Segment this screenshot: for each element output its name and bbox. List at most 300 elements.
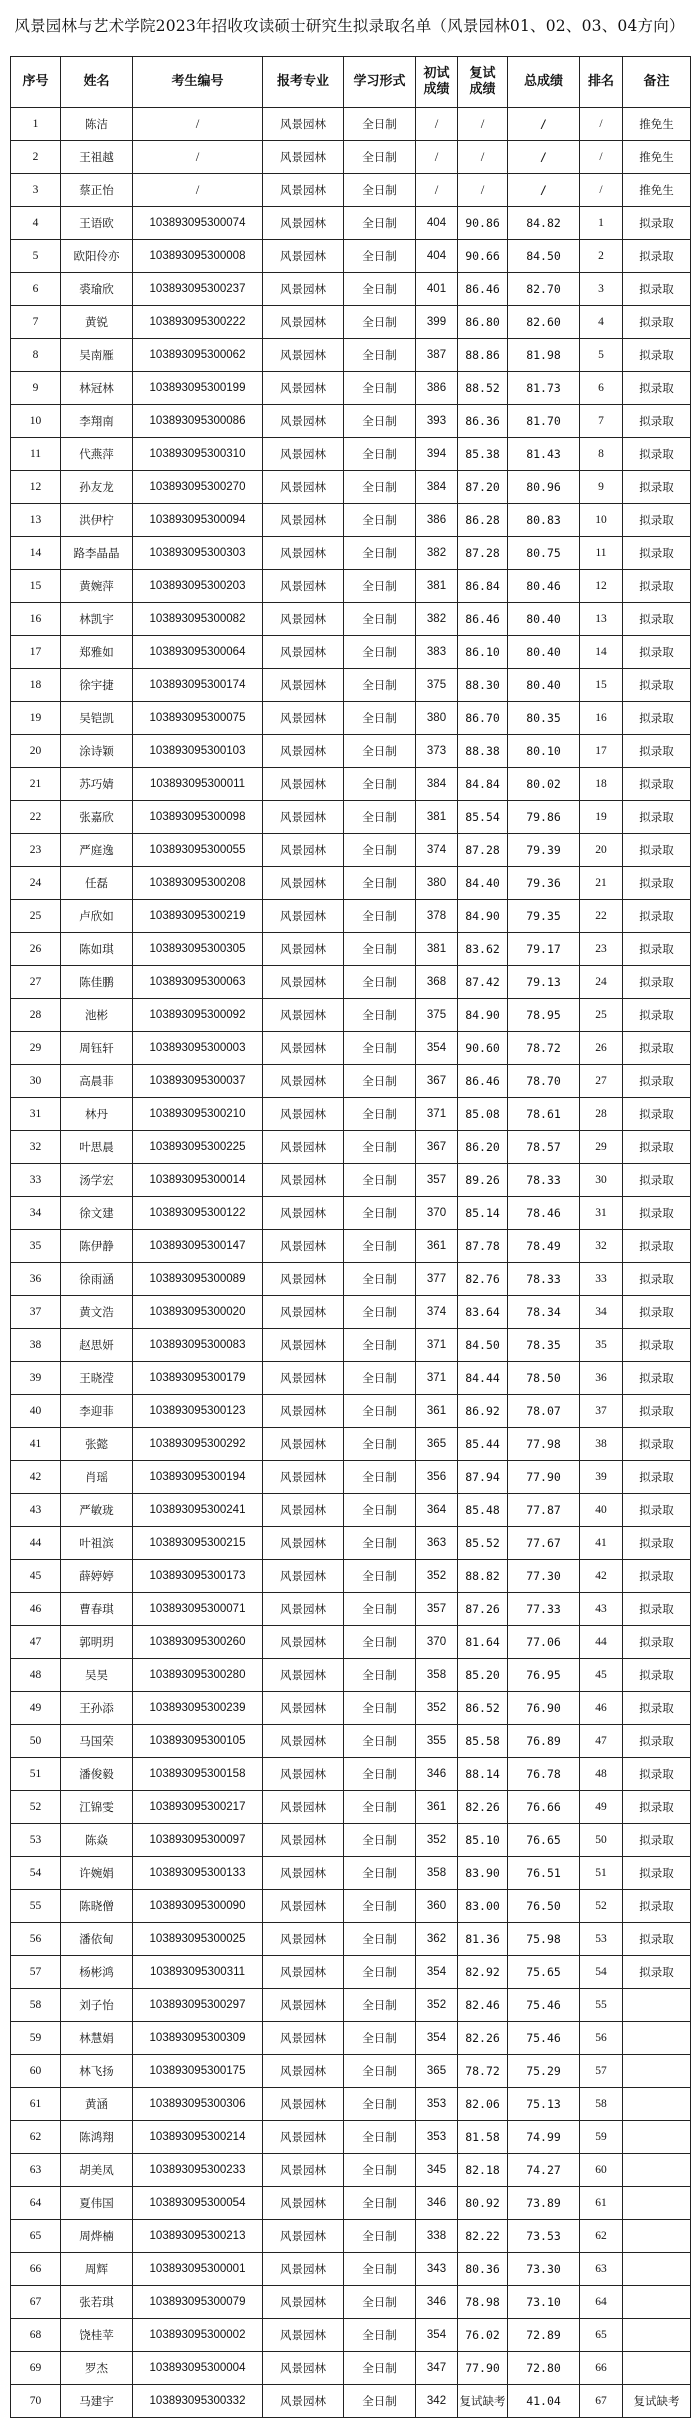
table-row	[11, 1626, 691, 1659]
cell-total-score: 78.07	[508, 1395, 580, 1428]
cell-retest-score: 87.28	[458, 537, 508, 570]
cell-major: 风景园林	[263, 1659, 344, 1692]
cell-mode: 全日制	[344, 207, 416, 240]
cell-retest-score: 86.80	[458, 306, 508, 339]
cell-mode: 全日制	[344, 1692, 416, 1725]
cell-rank: 57	[580, 2055, 623, 2088]
cell-note: 拟录取	[623, 1428, 691, 1461]
cell-name: 陈焱	[61, 1824, 133, 1857]
cell-mode: 全日制	[344, 141, 416, 174]
cell-seq: 35	[11, 1230, 61, 1263]
cell-note: 拟录取	[623, 471, 691, 504]
cell-total-score: 78.50	[508, 1362, 580, 1395]
cell-exam-id: 103893095300311	[133, 1956, 263, 1989]
cell-total-score: 73.30	[508, 2253, 580, 2286]
cell-initial-score: 386	[416, 504, 458, 537]
cell-rank: 66	[580, 2352, 623, 2385]
cell-seq: 57	[11, 1956, 61, 1989]
cell-note: 拟录取	[623, 405, 691, 438]
table-row	[11, 1593, 691, 1626]
cell-major: 风景园林	[263, 933, 344, 966]
cell-initial-score: 361	[416, 1230, 458, 1263]
cell-retest-score: 86.46	[458, 603, 508, 636]
cell-rank: 47	[580, 1725, 623, 1758]
cell-note	[623, 2187, 691, 2220]
cell-note: 拟录取	[623, 537, 691, 570]
cell-total-score: 80.35	[508, 702, 580, 735]
cell-name: 裘瑜欣	[61, 273, 133, 306]
cell-initial-score: 363	[416, 1527, 458, 1560]
cell-mode: 全日制	[344, 1956, 416, 1989]
cell-total-score: 73.10	[508, 2286, 580, 2319]
header-rank: 排名	[580, 57, 623, 108]
cell-initial-score: 360	[416, 1890, 458, 1923]
table-row	[11, 1989, 691, 2022]
cell-mode: 全日制	[344, 306, 416, 339]
header-note: 备注	[623, 57, 691, 108]
cell-total-score: 77.87	[508, 1494, 580, 1527]
cell-rank: 20	[580, 834, 623, 867]
cell-total-score: 76.95	[508, 1659, 580, 1692]
cell-note: 拟录取	[623, 933, 691, 966]
cell-total-score: 79.13	[508, 966, 580, 999]
cell-total-score: 76.90	[508, 1692, 580, 1725]
cell-retest-score: 86.20	[458, 1131, 508, 1164]
cell-total-score: 81.70	[508, 405, 580, 438]
cell-major: 风景园林	[263, 174, 344, 207]
cell-exam-id: 103893095300011	[133, 768, 263, 801]
cell-total-score: 84.82	[508, 207, 580, 240]
cell-major: 风景园林	[263, 1197, 344, 1230]
cell-major: 风景园林	[263, 240, 344, 273]
cell-retest-score: 84.44	[458, 1362, 508, 1395]
cell-retest-score: 86.46	[458, 273, 508, 306]
table-row	[11, 1230, 691, 1263]
cell-seq: 2	[11, 141, 61, 174]
table-body	[11, 108, 691, 2418]
cell-name: 林冠林	[61, 372, 133, 405]
cell-seq: 1	[11, 108, 61, 141]
cell-total-score: 77.90	[508, 1461, 580, 1494]
cell-mode: 全日制	[344, 1626, 416, 1659]
table-row	[11, 372, 691, 405]
cell-seq: 41	[11, 1428, 61, 1461]
cell-note: 拟录取	[623, 1362, 691, 1395]
cell-major: 风景园林	[263, 1758, 344, 1791]
table-row	[11, 1659, 691, 1692]
cell-exam-id: 103893095300133	[133, 1857, 263, 1890]
cell-major: 风景园林	[263, 339, 344, 372]
cell-rank: 41	[580, 1527, 623, 1560]
cell-name: 吴南雁	[61, 339, 133, 372]
cell-name: 陈佳鹏	[61, 966, 133, 999]
cell-mode: 全日制	[344, 2385, 416, 2418]
cell-total-score: 82.60	[508, 306, 580, 339]
cell-retest-score: 81.36	[458, 1923, 508, 1956]
cell-seq: 28	[11, 999, 61, 1032]
table-row	[11, 1758, 691, 1791]
cell-name: 高晨菲	[61, 1065, 133, 1098]
header-initial-score: 初试 成绩	[416, 57, 458, 108]
cell-exam-id: 103893095300075	[133, 702, 263, 735]
cell-exam-id: 103893095300215	[133, 1527, 263, 1560]
cell-mode: 全日制	[344, 1197, 416, 1230]
cell-rank: 7	[580, 405, 623, 438]
table-row	[11, 1395, 691, 1428]
cell-rank: 5	[580, 339, 623, 372]
cell-mode: 全日制	[344, 1791, 416, 1824]
cell-total-score: 79.39	[508, 834, 580, 867]
cell-initial-score: 380	[416, 702, 458, 735]
cell-mode: 全日制	[344, 2154, 416, 2187]
cell-total-score: 72.80	[508, 2352, 580, 2385]
table-row	[11, 570, 691, 603]
cell-major: 风景园林	[263, 2022, 344, 2055]
cell-major: 风景园林	[263, 2286, 344, 2319]
cell-name: 潘俊毅	[61, 1758, 133, 1791]
cell-initial-score: 378	[416, 900, 458, 933]
cell-retest-score: 88.14	[458, 1758, 508, 1791]
cell-rank: 6	[580, 372, 623, 405]
cell-retest-score: 87.78	[458, 1230, 508, 1263]
cell-initial-score: 393	[416, 405, 458, 438]
cell-rank: 21	[580, 867, 623, 900]
cell-total-score: 84.50	[508, 240, 580, 273]
cell-initial-score: 352	[416, 1824, 458, 1857]
cell-note: 拟录取	[623, 339, 691, 372]
cell-initial-score: 371	[416, 1098, 458, 1131]
cell-name: 张懿	[61, 1428, 133, 1461]
header-major: 报考专业	[263, 57, 344, 108]
cell-mode: 全日制	[344, 1659, 416, 1692]
cell-note: 拟录取	[623, 834, 691, 867]
cell-retest-score: /	[458, 141, 508, 174]
cell-seq: 46	[11, 1593, 61, 1626]
cell-seq: 55	[11, 1890, 61, 1923]
table-row	[11, 1494, 691, 1527]
cell-total-score: 78.72	[508, 1032, 580, 1065]
cell-retest-score: 82.22	[458, 2220, 508, 2253]
cell-major: 风景园林	[263, 1989, 344, 2022]
cell-mode: 全日制	[344, 999, 416, 1032]
cell-seq: 70	[11, 2385, 61, 2418]
cell-seq: 18	[11, 669, 61, 702]
cell-mode: 全日制	[344, 2121, 416, 2154]
cell-major: 风景园林	[263, 636, 344, 669]
cell-major: 风景园林	[263, 273, 344, 306]
cell-mode: 全日制	[344, 1593, 416, 1626]
cell-total-score: 76.50	[508, 1890, 580, 1923]
cell-total-score: 80.83	[508, 504, 580, 537]
cell-rank: 35	[580, 1329, 623, 1362]
cell-initial-score: 384	[416, 768, 458, 801]
cell-mode: 全日制	[344, 2187, 416, 2220]
cell-initial-score: 371	[416, 1362, 458, 1395]
cell-rank: 42	[580, 1560, 623, 1593]
cell-seq: 60	[11, 2055, 61, 2088]
cell-exam-id: 103893095300292	[133, 1428, 263, 1461]
cell-name: 黄锐	[61, 306, 133, 339]
cell-initial-score: /	[416, 174, 458, 207]
cell-total-score: 78.57	[508, 1131, 580, 1164]
cell-mode: 全日制	[344, 1824, 416, 1857]
cell-major: 风景园林	[263, 1428, 344, 1461]
cell-note: 拟录取	[623, 999, 691, 1032]
cell-total-score: 77.67	[508, 1527, 580, 1560]
cell-major: 风景园林	[263, 735, 344, 768]
cell-retest-score: 78.72	[458, 2055, 508, 2088]
cell-major: 风景园林	[263, 504, 344, 537]
cell-mode: 全日制	[344, 2088, 416, 2121]
cell-initial-score: 375	[416, 999, 458, 1032]
table-row	[11, 1461, 691, 1494]
cell-note: 拟录取	[623, 1692, 691, 1725]
cell-mode: 全日制	[344, 2055, 416, 2088]
cell-rank: 48	[580, 1758, 623, 1791]
cell-mode: 全日制	[344, 2220, 416, 2253]
cell-exam-id: 103893095300260	[133, 1626, 263, 1659]
cell-major: 风景园林	[263, 207, 344, 240]
cell-mode: 全日制	[344, 1032, 416, 1065]
cell-note: 拟录取	[623, 702, 691, 735]
cell-mode: 全日制	[344, 471, 416, 504]
cell-mode: 全日制	[344, 1923, 416, 1956]
cell-name: 陈伊静	[61, 1230, 133, 1263]
cell-note	[623, 2253, 691, 2286]
cell-total-score: 76.89	[508, 1725, 580, 1758]
cell-exam-id: 103893095300203	[133, 570, 263, 603]
cell-major: 风景园林	[263, 2385, 344, 2418]
cell-name: 苏巧婧	[61, 768, 133, 801]
cell-note: 拟录取	[623, 1527, 691, 1560]
cell-note	[623, 1989, 691, 2022]
cell-major: 风景园林	[263, 834, 344, 867]
cell-initial-score: 353	[416, 2088, 458, 2121]
cell-initial-score: 364	[416, 1494, 458, 1527]
cell-total-score: 75.98	[508, 1923, 580, 1956]
table-row	[11, 2220, 691, 2253]
cell-seq: 33	[11, 1164, 61, 1197]
cell-exam-id: 103893095300297	[133, 1989, 263, 2022]
cell-initial-score: 358	[416, 1659, 458, 1692]
cell-name: 李迎菲	[61, 1395, 133, 1428]
table-row	[11, 1296, 691, 1329]
cell-seq: 50	[11, 1725, 61, 1758]
cell-major: 风景园林	[263, 372, 344, 405]
cell-initial-score: 338	[416, 2220, 458, 2253]
cell-retest-score: 86.70	[458, 702, 508, 735]
cell-retest-score: 85.58	[458, 1725, 508, 1758]
cell-name: 罗杰	[61, 2352, 133, 2385]
cell-total-score: 78.61	[508, 1098, 580, 1131]
cell-total-score: 78.33	[508, 1164, 580, 1197]
cell-name: 郭明玥	[61, 1626, 133, 1659]
table-row	[11, 2022, 691, 2055]
table-row	[11, 1065, 691, 1098]
cell-exam-id: 103893095300175	[133, 2055, 263, 2088]
cell-name: 池彬	[61, 999, 133, 1032]
cell-note	[623, 2352, 691, 2385]
cell-retest-score: 85.54	[458, 801, 508, 834]
cell-exam-id: 103893095300055	[133, 834, 263, 867]
cell-total-score: 80.40	[508, 636, 580, 669]
cell-rank: 22	[580, 900, 623, 933]
cell-note: 拟录取	[623, 273, 691, 306]
cell-exam-id: 103893095300004	[133, 2352, 263, 2385]
cell-major: 风景园林	[263, 603, 344, 636]
cell-seq: 54	[11, 1857, 61, 1890]
cell-seq: 61	[11, 2088, 61, 2121]
cell-exam-id: 103893095300310	[133, 438, 263, 471]
cell-note: 拟录取	[623, 438, 691, 471]
table-row	[11, 174, 691, 207]
cell-note: 拟录取	[623, 1560, 691, 1593]
cell-major: 风景园林	[263, 570, 344, 603]
cell-initial-score: 377	[416, 1263, 458, 1296]
cell-name: 马建宇	[61, 2385, 133, 2418]
cell-exam-id: 103893095300074	[133, 207, 263, 240]
cell-total-score: 78.33	[508, 1263, 580, 1296]
cell-rank: 17	[580, 735, 623, 768]
cell-rank: 59	[580, 2121, 623, 2154]
cell-retest-score: 88.52	[458, 372, 508, 405]
cell-seq: 29	[11, 1032, 61, 1065]
cell-rank: 18	[580, 768, 623, 801]
cell-retest-score: 87.42	[458, 966, 508, 999]
cell-rank: 8	[580, 438, 623, 471]
cell-note: 拟录取	[623, 1164, 691, 1197]
cell-note: 拟录取	[623, 1494, 691, 1527]
cell-note: 拟录取	[623, 1626, 691, 1659]
table-row	[11, 240, 691, 273]
table-row	[11, 1362, 691, 1395]
cell-seq: 8	[11, 339, 61, 372]
cell-note: 拟录取	[623, 1923, 691, 1956]
cell-rank: 39	[580, 1461, 623, 1494]
cell-rank: 25	[580, 999, 623, 1032]
cell-exam-id: 103893095300025	[133, 1923, 263, 1956]
cell-note: 拟录取	[623, 1659, 691, 1692]
cell-seq: 13	[11, 504, 61, 537]
cell-rank: 62	[580, 2220, 623, 2253]
table-row	[11, 2055, 691, 2088]
cell-mode: 全日制	[344, 768, 416, 801]
cell-name: 路李晶晶	[61, 537, 133, 570]
cell-exam-id: 103893095300003	[133, 1032, 263, 1065]
cell-major: 风景园林	[263, 966, 344, 999]
cell-retest-score: 86.84	[458, 570, 508, 603]
cell-initial-score: 374	[416, 1296, 458, 1329]
cell-retest-score: 77.90	[458, 2352, 508, 2385]
cell-mode: 全日制	[344, 108, 416, 141]
cell-initial-score: 382	[416, 603, 458, 636]
cell-total-score: 82.70	[508, 273, 580, 306]
cell-exam-id: /	[133, 108, 263, 141]
cell-initial-score: /	[416, 108, 458, 141]
cell-total-score: 79.86	[508, 801, 580, 834]
cell-retest-score: 82.92	[458, 1956, 508, 1989]
cell-mode: 全日制	[344, 1560, 416, 1593]
cell-major: 风景园林	[263, 2154, 344, 2187]
cell-major: 风景园林	[263, 2253, 344, 2286]
cell-major: 风景园林	[263, 1032, 344, 1065]
cell-name: 叶思晨	[61, 1131, 133, 1164]
cell-initial-score: 381	[416, 933, 458, 966]
cell-major: 风景园林	[263, 1956, 344, 1989]
cell-mode: 全日制	[344, 504, 416, 537]
cell-rank: 60	[580, 2154, 623, 2187]
cell-total-score: 81.98	[508, 339, 580, 372]
cell-mode: 全日制	[344, 1230, 416, 1263]
cell-rank: 11	[580, 537, 623, 570]
cell-name: 李翔南	[61, 405, 133, 438]
cell-rank: 65	[580, 2319, 623, 2352]
cell-rank: 14	[580, 636, 623, 669]
cell-note: 拟录取	[623, 1098, 691, 1131]
cell-retest-score: 85.44	[458, 1428, 508, 1461]
cell-mode: 全日制	[344, 1857, 416, 1890]
cell-retest-score: 88.30	[458, 669, 508, 702]
cell-mode: 全日制	[344, 174, 416, 207]
cell-mode: 全日制	[344, 1725, 416, 1758]
table-row	[11, 339, 691, 372]
cell-major: 风景园林	[263, 1329, 344, 1362]
cell-major: 风景园林	[263, 1593, 344, 1626]
cell-name: 胡美凤	[61, 2154, 133, 2187]
cell-mode: 全日制	[344, 1263, 416, 1296]
cell-seq: 36	[11, 1263, 61, 1296]
cell-major: 风景园林	[263, 2055, 344, 2088]
table-row	[11, 141, 691, 174]
cell-note: 拟录取	[623, 1230, 691, 1263]
cell-major: 风景园林	[263, 1527, 344, 1560]
cell-name: 陈鸿翔	[61, 2121, 133, 2154]
cell-rank: 64	[580, 2286, 623, 2319]
cell-major: 风景园林	[263, 405, 344, 438]
cell-exam-id: 103893095300001	[133, 2253, 263, 2286]
cell-initial-score: 387	[416, 339, 458, 372]
cell-mode: 全日制	[344, 966, 416, 999]
cell-retest-score: 83.00	[458, 1890, 508, 1923]
cell-rank: 54	[580, 1956, 623, 1989]
cell-retest-score: 85.48	[458, 1494, 508, 1527]
table-row	[11, 603, 691, 636]
cell-total-score: 78.95	[508, 999, 580, 1032]
admission-table	[10, 56, 691, 2418]
cell-note: 拟录取	[623, 1329, 691, 1362]
cell-initial-score: 381	[416, 570, 458, 603]
cell-retest-score: 81.58	[458, 2121, 508, 2154]
cell-seq: 52	[11, 1791, 61, 1824]
cell-rank: 3	[580, 273, 623, 306]
cell-exam-id: /	[133, 174, 263, 207]
cell-total-score: 74.27	[508, 2154, 580, 2187]
cell-major: 风景园林	[263, 1065, 344, 1098]
cell-note: 拟录取	[623, 768, 691, 801]
cell-name: 林慧娟	[61, 2022, 133, 2055]
cell-exam-id: 103893095300305	[133, 933, 263, 966]
table-row	[11, 1791, 691, 1824]
cell-major: 风景园林	[263, 537, 344, 570]
cell-initial-score: 380	[416, 867, 458, 900]
cell-rank: 37	[580, 1395, 623, 1428]
cell-initial-score: 381	[416, 801, 458, 834]
cell-retest-score: 90.60	[458, 1032, 508, 1065]
cell-seq: 17	[11, 636, 61, 669]
cell-initial-score: 361	[416, 1791, 458, 1824]
cell-seq: 34	[11, 1197, 61, 1230]
cell-exam-id: 103893095300214	[133, 2121, 263, 2154]
